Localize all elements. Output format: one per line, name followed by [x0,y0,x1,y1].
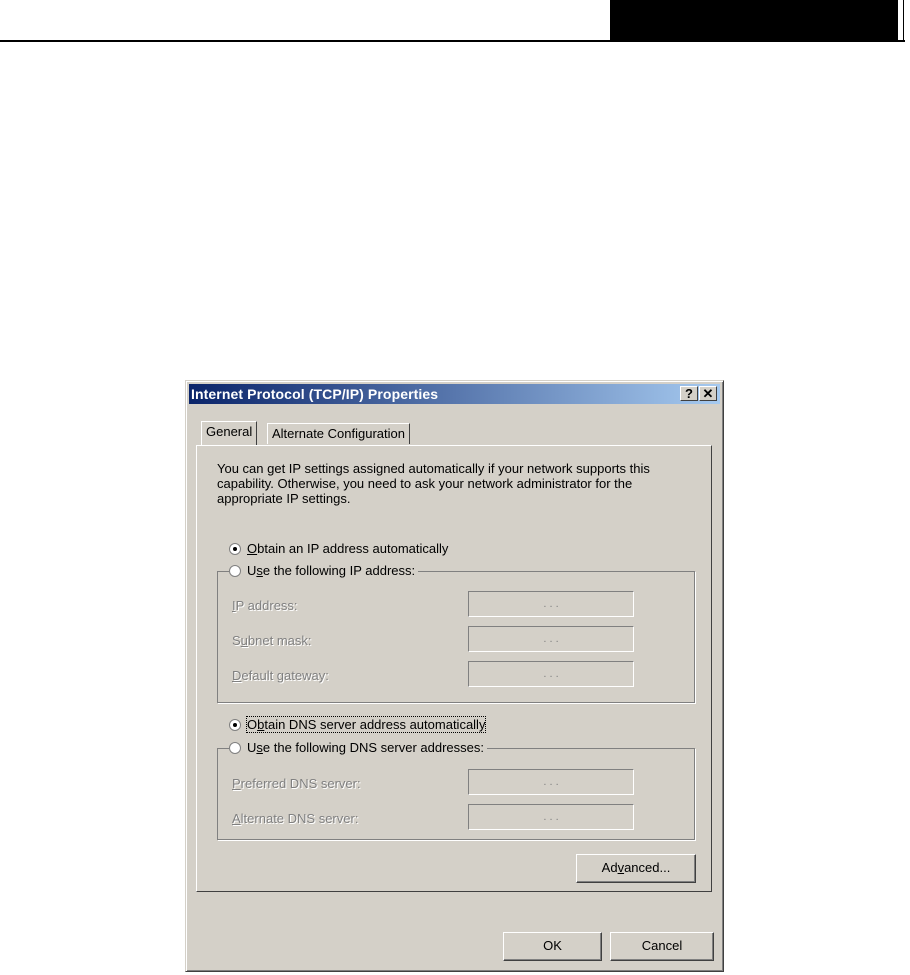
radio-checked-icon [229,719,241,731]
use-following-ip-radio[interactable]: Use the following IP address: [229,563,418,578]
help-icon: ? [685,386,693,401]
radio-unchecked-icon [229,565,241,577]
tab-general[interactable]: General [201,421,257,445]
subnet-mask-field[interactable]: . . . [468,626,634,652]
default-gateway-field[interactable]: . . . [468,661,634,687]
alternate-dns-label: Alternate DNS server: [232,811,359,826]
tcpip-properties-dialog [185,380,724,972]
header-tick-right [903,0,904,41]
tab-alternate-configuration[interactable]: Alternate Configuration [267,423,410,444]
ip-address-label: IP address: [232,598,298,613]
ip-address-field[interactable]: . . . [468,591,634,617]
advanced-button[interactable]: Advanced... [576,854,696,883]
cancel-button[interactable]: Cancel [610,932,714,961]
ok-button[interactable]: OK [503,932,602,961]
close-button[interactable] [699,386,717,401]
alternate-dns-field[interactable]: . . . [468,804,634,830]
header-black-box [610,0,898,41]
subnet-mask-label: Subnet mask: [232,633,312,648]
default-gateway-label: Default gateway: [232,668,329,683]
dialog-title: Internet Protocol (TCP/IP) Properties [191,386,439,402]
preferred-dns-field[interactable]: . . . [468,769,634,795]
obtain-ip-auto-radio[interactable]: Obtain an IP address automatically [229,541,451,556]
header-tick-left [618,0,619,41]
radio-checked-icon [229,543,241,555]
use-following-dns-radio[interactable]: Use the following DNS server addresses: [229,740,487,755]
close-icon: ✕ [702,386,714,401]
obtain-dns-auto-radio[interactable]: Obtain DNS server address automatically [229,717,488,732]
general-tab-panel [196,445,712,892]
radio-unchecked-icon [229,742,241,754]
title-bar[interactable] [189,384,720,404]
preferred-dns-label: Preferred DNS server: [232,776,361,791]
help-button[interactable] [680,386,698,401]
description-text: You can get IP settings assigned automatically if your network supports this capability. Otherwise, you need to ask your network administrator for the appropriate IP settings. [217,461,650,506]
